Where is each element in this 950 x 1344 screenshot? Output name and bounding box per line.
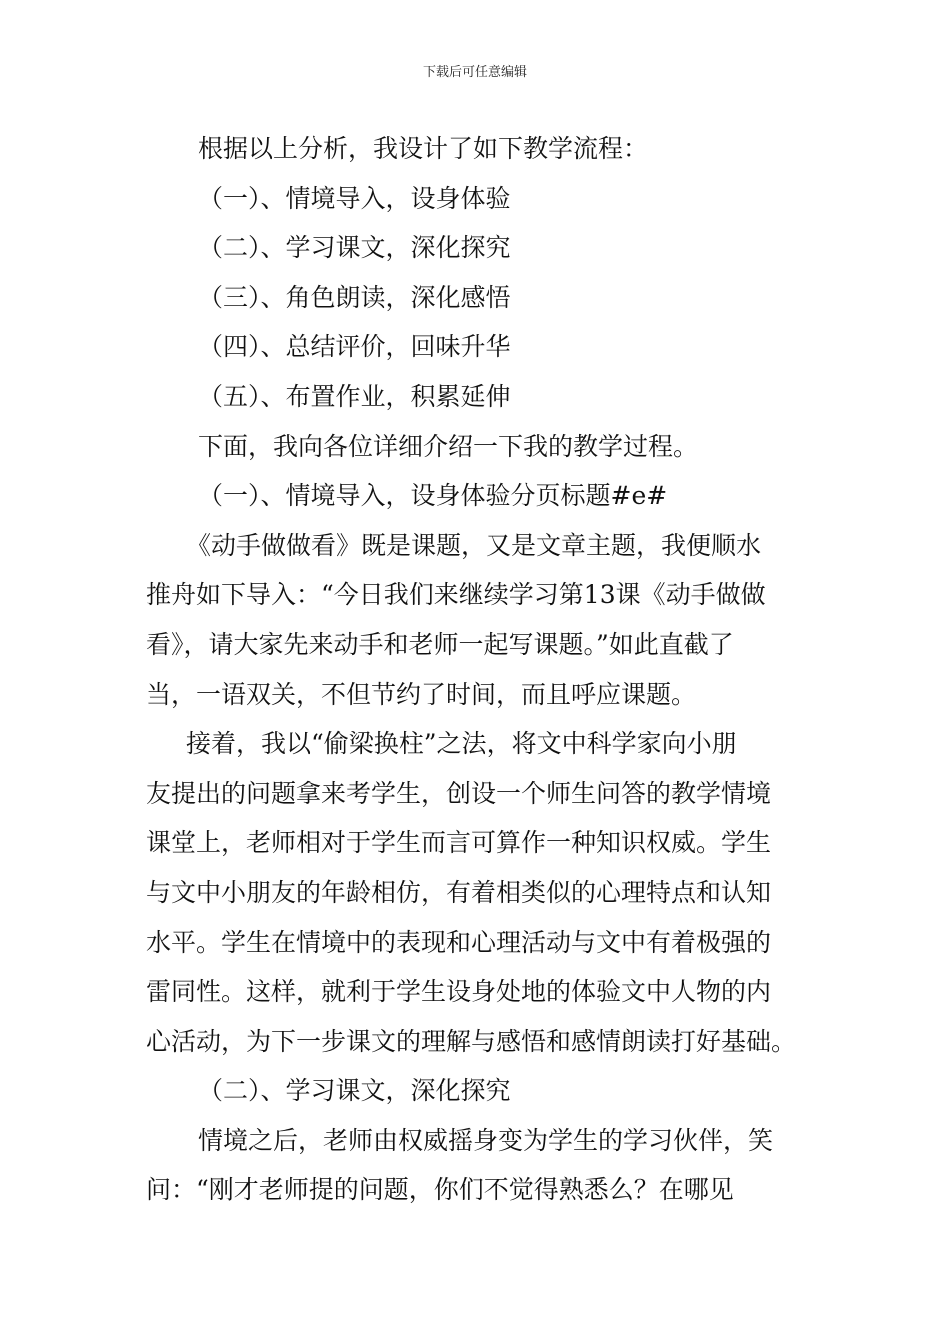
- text-line: 推舟如下导入：“今日我们来继续学习第13课《动手做做: [146, 580, 766, 610]
- document-body: [146, 124, 810, 1215]
- text-line: 与文中小朋友的年龄相仿，有着相类似的心理特点和认知: [146, 877, 772, 907]
- text-line: （二）、学习课文，深化探究: [198, 233, 511, 263]
- text-line: （一）、情境导入，设身体验分页标题#e#: [198, 481, 668, 511]
- text-line: 根据以上分析，我设计了如下教学流程：: [198, 134, 649, 163]
- text-line: 《动手做做看》既是课题，又是文章主题，我便顺水: [186, 530, 762, 560]
- text-line: 当，一语双关，不但节约了时间，而且呼应课题。: [146, 679, 697, 709]
- text-line: 接着，我以“偷梁换柱”之法，将文中科学家向小朋: [186, 729, 737, 759]
- page-header: 下载后可任意编辑: [422, 65, 527, 80]
- text-line: （二）、学习课文，深化探究: [198, 1076, 511, 1106]
- text-line: 心活动，为下一步课文的理解与感悟和感情朗读打好基础。: [146, 1026, 797, 1056]
- text-line: （一）、情境导入，设身体验: [198, 183, 511, 213]
- text-line: 水平。学生在情境中的表现和心理活动与文中有着极强的: [146, 927, 772, 957]
- text-line: （四）、总结评价，回味升华: [198, 332, 511, 362]
- text-line: 课堂上，老师相对于学生而言可算作一种知识权威。学生: [146, 828, 772, 858]
- text-line: 情境之后，老师由权威摇身变为学生的学习伙伴，笑: [198, 1125, 774, 1155]
- text-line: （五）、布置作业，积累延伸: [198, 381, 511, 411]
- text-line: 友提出的问题拿来考学生，创设一个师生问答的教学情境: [146, 778, 772, 808]
- text-line: 问：“刚才老师提的问题，你们不觉得熟悉么？在哪见: [146, 1175, 734, 1205]
- text-line: 下面，我向各位详细介绍一下我的教学过程。: [198, 431, 699, 461]
- text-line: 雷同性。这样，就利于学生设身处地的体验文中人物的内: [146, 977, 772, 1007]
- text-line: （三）、角色朗读，深化感悟: [198, 282, 511, 312]
- text-line: 看》，请大家先来动手和老师一起写课题。”如此直截了: [146, 629, 734, 659]
